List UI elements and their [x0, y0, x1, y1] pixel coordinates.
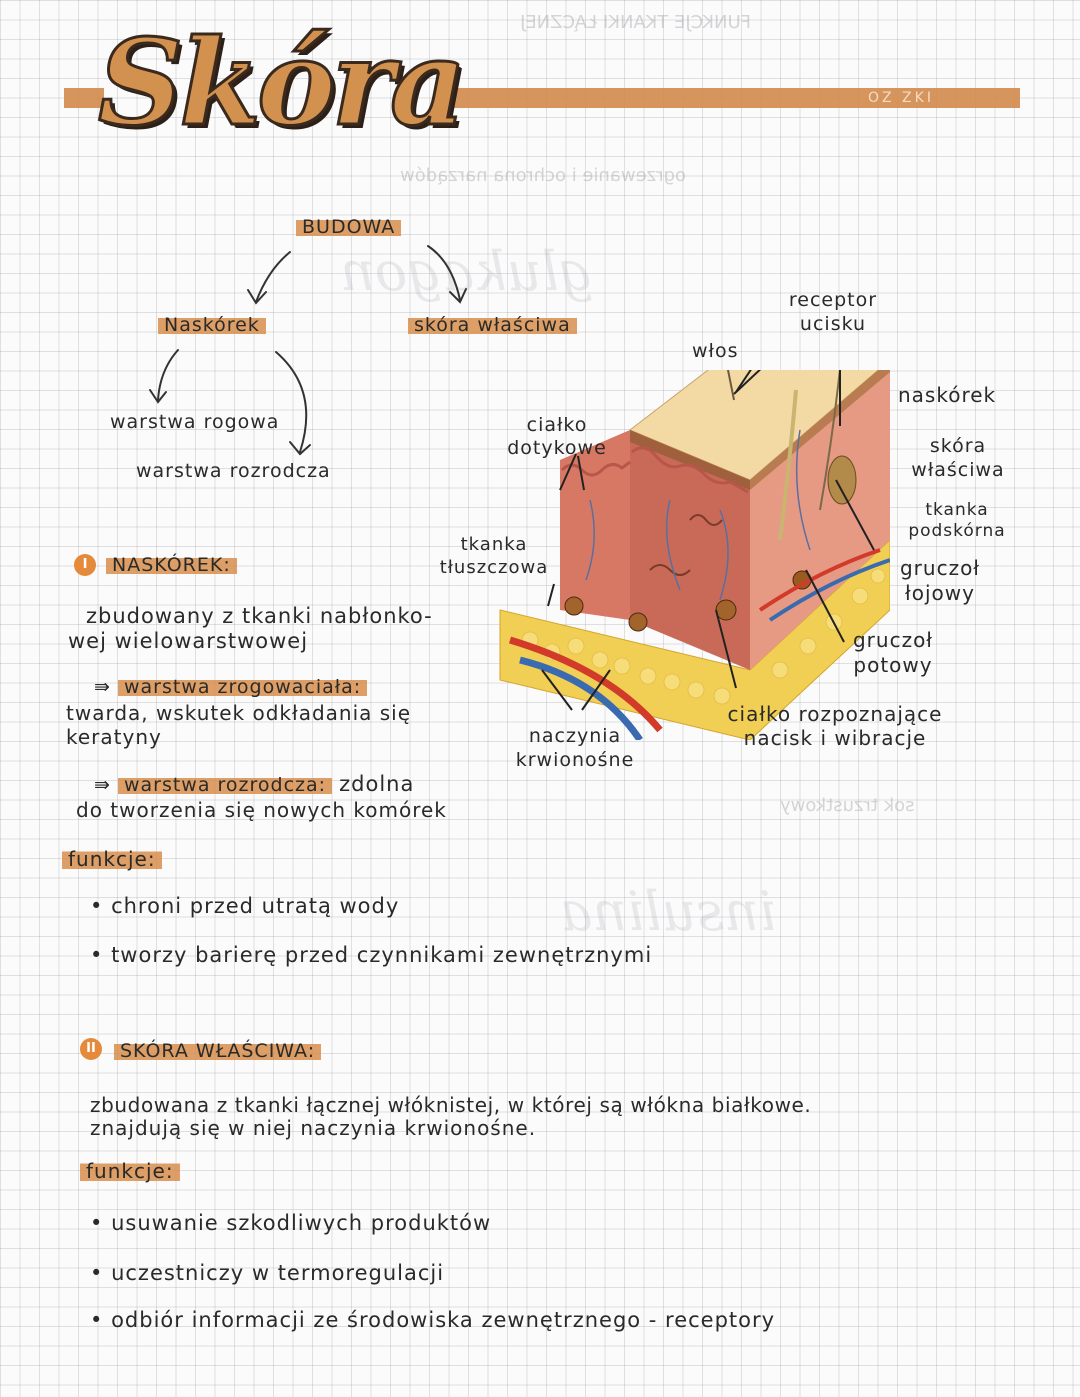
section1-heading: NASKÓREK:	[106, 552, 237, 578]
section2-desc-line1: zbudowana z tkanki łącznej włóknistej, w której są włókna białkowe.	[90, 1093, 812, 1117]
section2-function-item: • usuwanie szkodliwych produktów	[90, 1211, 492, 1235]
section2-desc-line2: znajdują się w niej naczynia krwionośne.	[90, 1116, 537, 1140]
section1-number-badge: I	[74, 554, 96, 576]
label-receptor: receptor ucisku	[788, 289, 878, 335]
label-skora-wlasciwa: skóra właściwa	[911, 435, 1005, 481]
section1-layer1: ⇛ warstwa zrogowaciała:	[94, 674, 367, 700]
section1-layer1-desc2: keratyny	[66, 725, 162, 749]
ghost-text: ogrzewanie i ochrona narządów	[400, 165, 687, 186]
label-cialko-dotykowe: ciałko dotykowe	[507, 414, 607, 459]
tree-child-2: warstwa rozrodcza	[136, 460, 331, 482]
tree-child-1: warstwa rogowa	[110, 411, 280, 433]
tree-left: Naskórek	[158, 314, 266, 337]
page-title: Skóra	[98, 13, 463, 152]
section1-layer2: ⇛ warstwa rozrodcza: zdolna	[94, 772, 415, 796]
label-tkanka-podskorna: tkanka podskórna	[908, 500, 1006, 541]
section1-function-item: • chroni przed utratą wody	[90, 894, 400, 918]
ghost-text: FUNKCJE TKANKI ŁĄCZNEJ	[520, 12, 752, 33]
label-cialko-nacisk: ciałko rozpoznające nacisk i wibracje	[727, 702, 943, 750]
section1-desc-line1: zbudowany z tkanki nabłonko-	[86, 604, 433, 628]
section1-functions-label: funkcje:	[62, 846, 162, 872]
label-naczynia: naczynia krwionośne	[515, 725, 635, 771]
section2-function-item: • odbiór informacji ze środowiska zewnętrznego - receptory	[90, 1308, 776, 1332]
label-tkanka-tluszczowa: tkanka tłuszczowa	[439, 534, 549, 578]
section2-number-badge: II	[80, 1038, 102, 1060]
ghost-heading: insulina	[560, 880, 777, 943]
header-faint-text: OZ ZKI	[868, 90, 934, 106]
label-wlos: włos	[692, 340, 739, 362]
tree-right: skóra właściwa	[408, 314, 577, 337]
label-gruczol-lojowy: gruczoł łojowy	[899, 556, 980, 605]
title-band-right	[450, 88, 1020, 108]
section2-functions-label: funkcje:	[80, 1158, 180, 1184]
label-naskorek: naskórek	[898, 383, 997, 407]
section1-layer1-desc1: twarda, wskutek odkładania się	[66, 701, 412, 725]
section1-desc-line2: wej wielowarstwowej	[68, 629, 309, 653]
label-gruczol-potowy: gruczoł potowy	[852, 628, 933, 677]
ghost-heading: glukagon	[340, 240, 594, 303]
tree-arrows	[0, 0, 480, 470]
tree-root: BUDOWA	[296, 216, 401, 239]
ghost-text: sok trzustkowy	[780, 795, 915, 816]
section2-heading: SKÓRA WŁAŚCIWA:	[114, 1038, 321, 1064]
section1-function-item: • tworzy barierę przed czynnikami zewnętrznymi	[90, 943, 653, 967]
section1-layer2-desc2: do tworzenia się nowych komórek	[76, 798, 447, 822]
section2-function-item: • uczestniczy w termoregulacji	[90, 1261, 445, 1285]
